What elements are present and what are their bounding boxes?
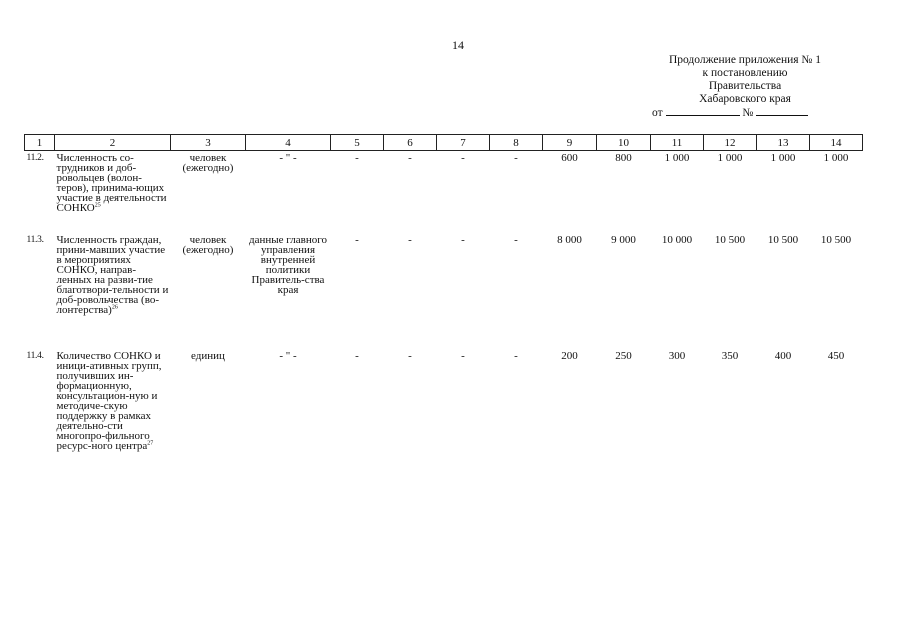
value-cell: -	[461, 152, 465, 164]
header-line-3: Правительства	[708, 80, 782, 92]
value-cell: 300	[668, 350, 686, 362]
value-cell: -	[461, 234, 465, 246]
col-header: 7	[437, 135, 490, 151]
table-row	[25, 233, 863, 349]
table-row	[25, 349, 863, 481]
value-cell: 8 000	[557, 234, 582, 246]
number-label: №	[742, 107, 754, 119]
value-cell: 1 000	[823, 152, 849, 164]
value-cell: 800	[615, 152, 632, 164]
value-cell: -	[408, 152, 412, 164]
row-number: 11.3.	[26, 235, 44, 245]
value-cell: 250	[615, 350, 632, 362]
indicator-name-text: Количество СОНКО и иници-ативных групп, получивших ин-формационную, консультацион-ную и методиче-скую поддержку в рамках деятельно-сти многопро-фильного ресурс-ного центра	[56, 350, 162, 452]
row-number: 11.4.	[26, 351, 44, 361]
col-header: 12	[704, 135, 757, 151]
footnote-ref: 27	[147, 440, 154, 447]
value-cell: -	[408, 234, 412, 246]
unit-cell: единиц	[191, 350, 225, 362]
col-header: 14	[810, 135, 863, 151]
value-cell: -	[514, 234, 518, 246]
col-header: 1	[25, 135, 55, 151]
col-header: 9	[543, 135, 597, 151]
value-cell: -	[461, 350, 465, 362]
value-cell: 400	[774, 350, 792, 362]
value-cell: -	[514, 350, 518, 362]
header-line-2: к постановлению	[702, 67, 788, 79]
value-cell: 1 000	[664, 152, 690, 164]
value-cell: -	[355, 152, 359, 164]
from-label: от	[652, 107, 663, 119]
col-header: 3	[171, 135, 246, 151]
value-cell: 10 500	[767, 234, 799, 246]
unit-cell: человек (ежегодно)	[182, 152, 234, 174]
indicator-name	[55, 151, 171, 234]
date-blank	[666, 106, 740, 116]
footnote-ref: 25	[94, 202, 101, 209]
col-header: 10	[597, 135, 651, 151]
indicator-name	[55, 349, 171, 481]
col-header: 2	[55, 135, 171, 151]
row-number: 11.2.	[26, 153, 44, 163]
column-number-row	[25, 135, 863, 151]
col-header: 13	[757, 135, 810, 151]
indicator-name	[55, 233, 171, 349]
value-cell: 10 000	[661, 234, 693, 246]
value-cell: 450	[827, 350, 845, 362]
page-number: 14	[452, 38, 464, 52]
col-header: 11	[651, 135, 704, 151]
indicator-name-text: Численность граждан, прини-мавших участие в мероприятиях СОНКО, направ-ленных на разви-тие благотвори-тельности и доб-ровольчества (во-лонтерства)	[56, 234, 169, 316]
value-cell: 1 000	[770, 152, 796, 164]
col-header: 5	[331, 135, 384, 151]
value-cell: 200	[561, 350, 578, 362]
value-cell: -	[514, 152, 518, 164]
value-cell: -	[408, 350, 412, 362]
source-cell: - " -	[279, 152, 297, 164]
col-header: 8	[490, 135, 543, 151]
value-cell: 9 000	[611, 234, 636, 246]
table-row	[25, 151, 863, 234]
value-cell: 350	[721, 350, 739, 362]
value-cell: 600	[561, 152, 578, 164]
indicator-name-text: Численность со-трудников и доб-ровольцев (волон-теров), принима-ющих участие в деятельности СОНКО	[56, 152, 167, 214]
value-cell: 1 000	[717, 152, 743, 164]
value-cell: -	[355, 234, 359, 246]
header-date-number-line	[640, 106, 850, 120]
indicators-table	[24, 134, 863, 481]
value-cell: -	[355, 350, 359, 362]
footnote-ref: 26	[111, 304, 118, 311]
value-cell: 10 500	[714, 234, 746, 246]
value-cell: 10 500	[820, 234, 852, 246]
source-cell: данные главного управления внутренней политики Правитель-ства края	[249, 234, 327, 296]
appendix-header	[640, 54, 850, 120]
unit-cell: человек (ежегодно)	[182, 234, 234, 256]
header-line-1: Продолжение приложения № 1	[668, 54, 822, 66]
col-header: 6	[384, 135, 437, 151]
header-line-4: Хабаровского края	[699, 93, 791, 105]
number-blank	[756, 106, 808, 116]
col-header: 4	[246, 135, 331, 151]
source-cell: - " -	[279, 350, 297, 362]
